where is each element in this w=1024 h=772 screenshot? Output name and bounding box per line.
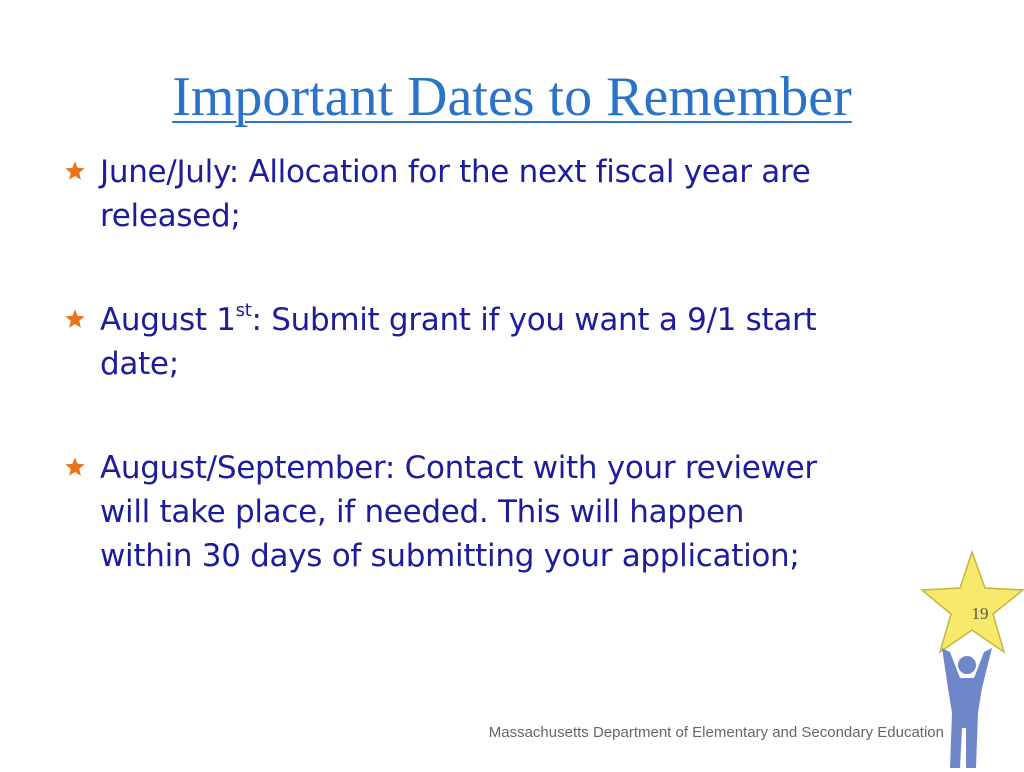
star-bullet-icon — [64, 150, 100, 186]
bullet-detail: : Submit grant if you want a 9/1 start — [251, 302, 817, 338]
bullet-text — [100, 298, 816, 386]
bullet-line: within 30 days of submitting your application; — [100, 538, 800, 574]
star-bullet-icon — [64, 298, 100, 334]
slide-title-text: Important Dates to Remember — [172, 66, 852, 128]
bullet-line — [100, 298, 816, 342]
bullet-item — [64, 446, 964, 578]
bullet-item — [64, 150, 964, 238]
bullet-line: will take place, if needed. This will happen — [100, 494, 745, 530]
ordinal-suffix: st — [235, 300, 252, 321]
bullet-text — [100, 150, 811, 238]
bullet-line: released; — [100, 198, 241, 234]
bullet-text — [100, 446, 817, 578]
slide-title — [0, 62, 1024, 132]
bullet-date: August 1 — [100, 302, 236, 338]
star-bullet-icon — [64, 446, 100, 482]
bullet-line: August/September: Contact with your reviewer — [100, 450, 817, 486]
page-number: 19 — [971, 604, 989, 623]
bullet-line: June/July: Allocation for the next fiscal year are — [100, 154, 811, 190]
bullet-line: date; — [100, 346, 179, 382]
bullet-item — [64, 298, 964, 386]
footer-text: Massachusetts Department of Elementary and Secondary Education — [488, 724, 944, 741]
